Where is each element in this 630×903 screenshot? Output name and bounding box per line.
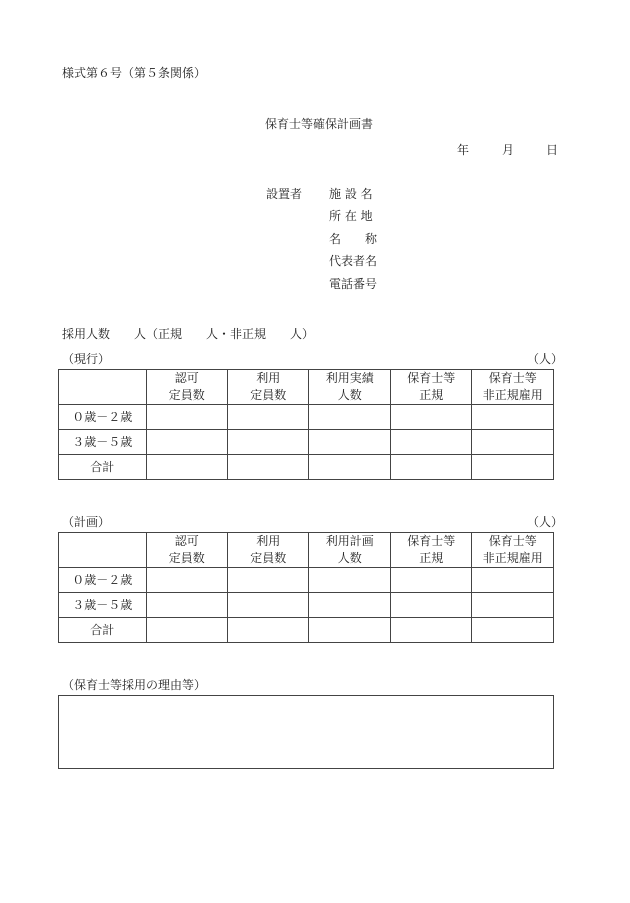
input-cell[interactable] <box>146 618 227 643</box>
input-cell[interactable] <box>309 568 390 593</box>
address-label: 所 在 地 <box>329 209 373 223</box>
name-label: 名 称 <box>329 232 378 246</box>
header-cell: 利用実績 人数 <box>309 370 390 405</box>
header-cell: 保育士等 非正規雇用 <box>472 533 554 568</box>
date-day: 日 <box>546 143 559 157</box>
header-cell: 認可 定員数 <box>146 533 227 568</box>
input-cell[interactable] <box>228 455 309 480</box>
form-number: 様式第６号（第５条関係） <box>62 66 207 80</box>
header-cell-blank <box>59 370 147 405</box>
facility-name-label: 施 設 名 <box>329 187 373 201</box>
header-cell: 認可 定員数 <box>146 370 227 405</box>
input-cell[interactable] <box>472 568 554 593</box>
reason-textbox[interactable] <box>58 695 554 769</box>
row-label: 合計 <box>59 618 147 643</box>
reason-label: （保育士等採用の理由等） <box>62 678 207 692</box>
table-row <box>59 455 554 480</box>
representative-label: 代表者名 <box>329 254 378 268</box>
input-cell[interactable] <box>472 430 554 455</box>
row-label: ０歳－２歳 <box>59 405 147 430</box>
current-table <box>58 369 554 480</box>
input-cell[interactable] <box>390 618 471 643</box>
input-cell[interactable] <box>228 405 309 430</box>
date-month: 月 <box>502 143 515 157</box>
input-cell[interactable] <box>390 593 471 618</box>
input-cell[interactable] <box>390 568 471 593</box>
row-label: ０歳－２歳 <box>59 568 147 593</box>
input-cell[interactable] <box>146 405 227 430</box>
header-cell: 利用 定員数 <box>228 370 309 405</box>
input-cell[interactable] <box>309 593 390 618</box>
input-cell[interactable] <box>472 455 554 480</box>
input-cell[interactable] <box>228 568 309 593</box>
row-label: 合計 <box>59 455 147 480</box>
input-cell[interactable] <box>309 455 390 480</box>
table-row <box>59 405 554 430</box>
input-cell[interactable] <box>309 618 390 643</box>
input-cell[interactable] <box>309 430 390 455</box>
table-header-row <box>59 533 554 568</box>
header-cell: 利用計画 人数 <box>309 533 390 568</box>
header-cell: 保育士等 非正規雇用 <box>472 370 554 405</box>
input-cell[interactable] <box>472 618 554 643</box>
input-cell[interactable] <box>472 593 554 618</box>
header-cell: 保育士等 正規 <box>390 370 471 405</box>
row-label: ３歳－５歳 <box>59 430 147 455</box>
row-label: ３歳－５歳 <box>59 593 147 618</box>
input-cell[interactable] <box>309 405 390 430</box>
hiring-count-line: 採用人数 人（正規 人・非正規 人） <box>62 327 315 341</box>
table-row <box>59 593 554 618</box>
document-title: 保育士等確保計画書 <box>265 117 374 131</box>
input-cell[interactable] <box>390 430 471 455</box>
phone-label: 電話番号 <box>329 277 378 291</box>
plan-table-caption: （計画） <box>62 515 111 529</box>
header-cell: 利用 定員数 <box>228 533 309 568</box>
current-table-caption: （現行） <box>62 352 111 366</box>
input-cell[interactable] <box>472 405 554 430</box>
input-cell[interactable] <box>228 618 309 643</box>
input-cell[interactable] <box>390 455 471 480</box>
input-cell[interactable] <box>390 405 471 430</box>
input-cell[interactable] <box>228 430 309 455</box>
input-cell[interactable] <box>146 593 227 618</box>
date-year: 年 <box>457 143 470 157</box>
current-table-unit: （人） <box>527 352 564 366</box>
header-cell: 保育士等 正規 <box>390 533 471 568</box>
table-row <box>59 618 554 643</box>
header-cell-blank <box>59 533 147 568</box>
table-row <box>59 430 554 455</box>
input-cell[interactable] <box>146 568 227 593</box>
establisher-label: 設置者 <box>266 187 303 201</box>
input-cell[interactable] <box>146 430 227 455</box>
table-header-row <box>59 370 554 405</box>
plan-table <box>58 532 554 643</box>
input-cell[interactable] <box>146 455 227 480</box>
input-cell[interactable] <box>228 593 309 618</box>
table-row <box>59 568 554 593</box>
plan-table-unit: （人） <box>527 515 564 529</box>
